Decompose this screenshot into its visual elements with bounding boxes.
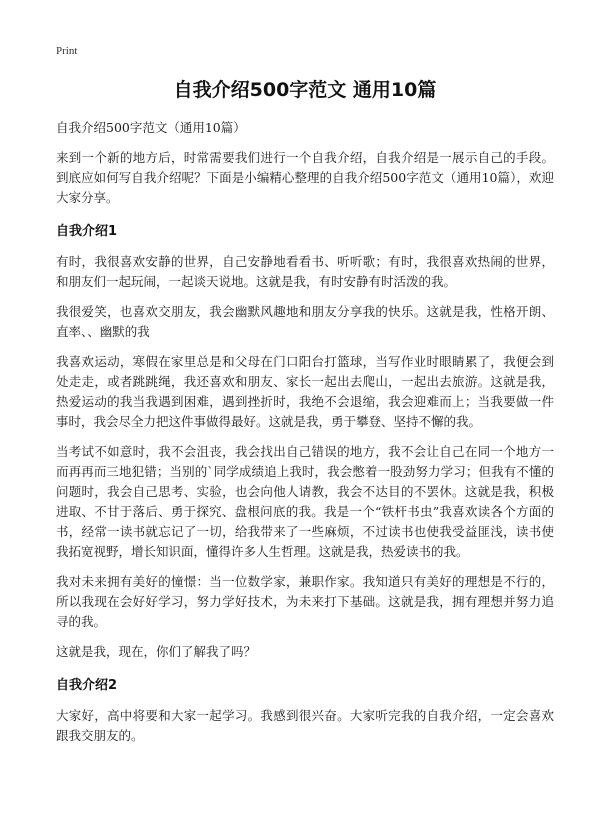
paragraph: 当考试不如意时，我不会沮丧，我会找出自己错误的地方，我不会让自己在同一个地方一而再再而三地犯错；当别的`同学成绩追上我时，我会憋着一股劲努力学习；但我有不懂的问题时，我会自己思考、实验，也会向他人请教，我会不达目的不罢休。这就是我，积极进取、不甘于落后、勇于探究、盘根问底的我。我是一个“铁杆书虫”我喜欢读各个方面的书，经常一读书就忘记了一切，给我带来了一些麻烦，不过读书也使我受益匪浅，读书使我拓宽视野，增长知识面，懂得许多人生哲理。这就是我，热爱读书的我。	[56, 444, 554, 559]
section-heading: 自我介绍1	[56, 224, 118, 239]
paragraph: 有时，我很喜欢安静的世界，自己安静地看看书、听听歌；有时，我很喜欢热闹的世界，和朋友们一起玩闹，一起谈天说地。这就是我，有时安静有时活泼的我。	[56, 254, 554, 289]
paragraph: 大家好，高中将要和大家一起学习。我感到很兴奋。大家听完我的自我介绍，一定会喜欢跟我交朋友的。	[56, 708, 554, 743]
section-1	[56, 222, 554, 662]
section-heading: 自我介绍2	[56, 678, 118, 693]
intro-paragraph: 来到一个新的地方后，时常需要我们进行一个自我介绍，自我介绍是一展示自己的手段。到底应如何写自我介绍呢？下面是小编精心整理的自我介绍500字范文（通用10篇），欢迎大家分享。	[56, 150, 554, 205]
document-title: 自我介绍500字范文 通用10篇	[173, 79, 437, 101]
paragraph: 这就是我，现在，你们了解我了吗？	[56, 644, 257, 659]
paragraph: 我喜欢运动，寒假在家里总是和父母在门口阳台打篮球，当写作业时眼睛累了，我便会到处走走，或者跳跳绳，我还喜欢和朋友、家长一起出去爬山，一起出去旅游。这就是我，热爱运动的我当我遇到困难，遇到挫折时，我绝不会退缩，我会迎难而上；当我要做一件事时，我会尽全力把这件事做得最好。这就是我，勇于攀登、坚持不懈的我。	[56, 354, 554, 429]
print-label: Print	[56, 45, 78, 57]
paragraph: 我很爱笑，也喜欢交朋友，我会幽默风趣地和朋友分享我的快乐。这就是我，性格开朗、直率、、幽默的我	[56, 304, 554, 339]
paragraph: 我对未来拥有美好的憧憬：当一位数学家，兼职作家。我知道只有美好的理想是不行的，所以我现在会好好学习，努力学好技术，为未来打下基础。这就是我，拥有理想并努力追寻的我。	[56, 574, 554, 629]
document-subtitle: 自我介绍500字范文（通用10篇）	[56, 120, 246, 135]
section-2	[56, 676, 554, 746]
